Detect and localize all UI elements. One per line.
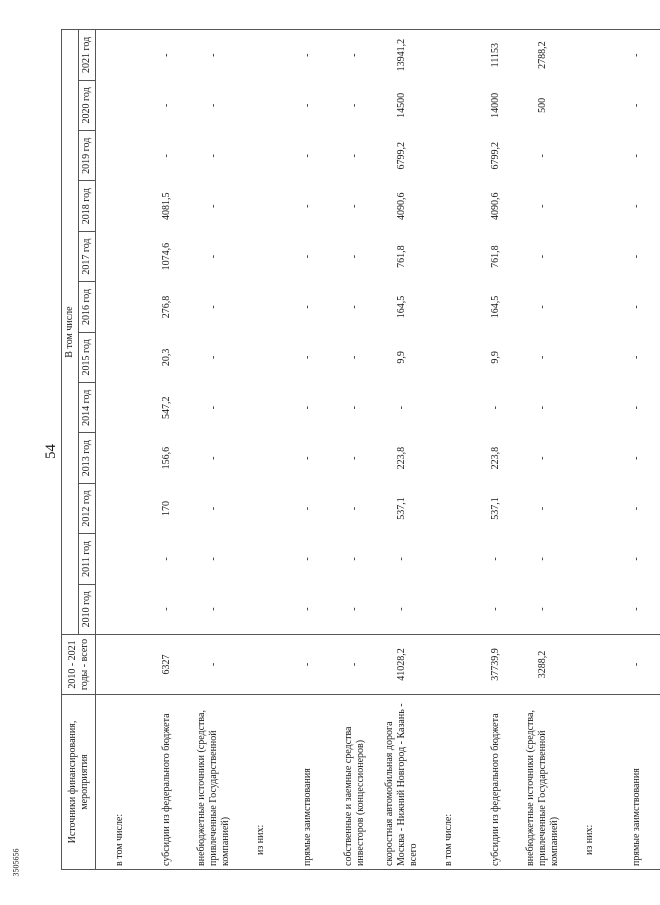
year-value: - bbox=[613, 30, 660, 81]
year-value: - bbox=[207, 506, 219, 511]
year-value bbox=[96, 332, 144, 382]
year-value: - bbox=[630, 103, 642, 108]
row-label: субсидии из федерального бюджета bbox=[472, 695, 519, 870]
year-value: - bbox=[536, 607, 548, 611]
year-value bbox=[237, 332, 284, 382]
year-value: - bbox=[160, 557, 172, 561]
year-value bbox=[566, 483, 613, 533]
year-value: - bbox=[207, 607, 219, 611]
year-value: - bbox=[536, 305, 548, 309]
year-value: - bbox=[536, 204, 548, 208]
table-row bbox=[613, 30, 660, 870]
year-value: - bbox=[284, 30, 331, 81]
document-code bbox=[6, 832, 26, 892]
year-value: - bbox=[301, 254, 313, 259]
year-value: - bbox=[536, 456, 548, 460]
table-row bbox=[237, 30, 284, 870]
year-value: 4090,6 bbox=[489, 192, 501, 220]
table-row bbox=[96, 30, 144, 870]
year-value: 761,8 bbox=[489, 245, 501, 268]
header-row-1 bbox=[62, 30, 79, 870]
year-value: - bbox=[536, 355, 548, 360]
year-value: - bbox=[630, 204, 642, 208]
year-header: 2011 год bbox=[79, 534, 96, 584]
year-value: 11153 bbox=[472, 30, 519, 81]
year-value: - bbox=[207, 355, 219, 360]
year-value: - bbox=[630, 355, 642, 360]
year-value: - bbox=[348, 506, 360, 511]
year-header: 2018 год bbox=[79, 181, 96, 231]
row-label: собственные и заемные средства инвесторов (концессионеров) bbox=[331, 695, 378, 870]
table-row bbox=[331, 30, 378, 870]
year-value: - bbox=[301, 204, 313, 208]
year-value: - bbox=[536, 254, 548, 259]
year-value: - bbox=[630, 305, 642, 309]
year-value: 170 bbox=[160, 501, 172, 517]
year-value bbox=[237, 433, 284, 483]
year-value bbox=[237, 181, 284, 231]
year-value bbox=[566, 282, 613, 332]
year-value: - bbox=[207, 305, 219, 309]
year-value: - bbox=[630, 557, 642, 561]
year-header: 2016 год bbox=[79, 282, 96, 332]
row-total bbox=[237, 635, 284, 695]
year-value: - bbox=[630, 607, 642, 611]
year-header: 2020 год bbox=[79, 80, 96, 130]
year-value: - bbox=[489, 607, 501, 611]
year-value: 547,2 bbox=[160, 396, 172, 419]
year-value: - bbox=[630, 254, 642, 259]
year-value: 4081,5 bbox=[160, 192, 172, 220]
year-value: - bbox=[207, 154, 219, 158]
year-value bbox=[96, 30, 144, 81]
row-total: - bbox=[284, 635, 331, 695]
year-value bbox=[566, 332, 613, 382]
year-header: 2013 год bbox=[79, 433, 96, 483]
year-value bbox=[425, 433, 472, 483]
year-value bbox=[96, 181, 144, 231]
row-total: 37739,9 bbox=[472, 635, 519, 695]
table-row bbox=[566, 30, 613, 870]
row-label: внебюджетные источники (средства, привлеченные Государственной компанией) bbox=[519, 695, 566, 870]
year-value: - bbox=[160, 154, 172, 158]
year-value: 20,3 bbox=[160, 348, 172, 367]
year-value: - bbox=[630, 506, 642, 511]
year-header: 2010 год bbox=[79, 584, 96, 634]
year-value: 761,8 bbox=[395, 245, 407, 268]
year-value: 2788,2 bbox=[519, 30, 566, 81]
year-header: 2019 год bbox=[79, 131, 96, 181]
year-value bbox=[96, 433, 144, 483]
rotated-table-container bbox=[61, 30, 642, 870]
year-value bbox=[96, 80, 144, 130]
source-column-header: Источники финансирования, мероприятия bbox=[62, 695, 96, 870]
year-value: - bbox=[630, 154, 642, 158]
year-value bbox=[566, 30, 613, 81]
row-label: в том числе: bbox=[425, 695, 472, 870]
year-value bbox=[237, 30, 284, 81]
year-value bbox=[425, 383, 472, 433]
row-total: - bbox=[331, 635, 378, 695]
page-number bbox=[41, 436, 61, 466]
year-value: 9,9 bbox=[395, 351, 407, 364]
year-value bbox=[96, 534, 144, 584]
table-row bbox=[472, 30, 519, 870]
year-value bbox=[237, 282, 284, 332]
year-value: - bbox=[395, 406, 407, 410]
year-value: - bbox=[348, 456, 360, 460]
year-value: 223,8 bbox=[395, 446, 407, 470]
year-value: - bbox=[301, 406, 313, 410]
year-value: 156,6 bbox=[160, 446, 172, 470]
year-value bbox=[237, 80, 284, 130]
row-label: из них: bbox=[237, 695, 284, 870]
year-value: - bbox=[348, 355, 360, 360]
year-value: - bbox=[301, 154, 313, 158]
row-total: - bbox=[190, 635, 237, 695]
year-value bbox=[425, 181, 472, 231]
year-value bbox=[237, 534, 284, 584]
year-header: 2017 год bbox=[79, 231, 96, 281]
year-value: - bbox=[301, 607, 313, 611]
in-total-header: В том числе bbox=[62, 30, 79, 635]
year-header: 2021 год bbox=[79, 30, 96, 81]
year-value bbox=[566, 131, 613, 181]
year-value bbox=[96, 231, 144, 281]
year-value: - bbox=[348, 607, 360, 611]
year-value: - bbox=[348, 154, 360, 158]
year-value bbox=[566, 433, 613, 483]
year-value bbox=[96, 282, 144, 332]
year-value bbox=[566, 584, 613, 634]
year-value: - bbox=[160, 607, 172, 611]
year-value: 14500 bbox=[395, 92, 407, 118]
row-label: субсидии из федерального бюджета bbox=[143, 695, 190, 870]
year-header: 2014 год bbox=[79, 383, 96, 433]
year-header: 2012 год bbox=[79, 483, 96, 533]
year-value: - bbox=[395, 607, 407, 611]
row-total bbox=[96, 635, 144, 695]
table-row bbox=[143, 30, 190, 870]
year-value bbox=[425, 584, 472, 634]
year-value: 537,1 bbox=[489, 497, 501, 520]
year-value bbox=[425, 231, 472, 281]
year-value bbox=[425, 131, 472, 181]
year-value: - bbox=[348, 406, 360, 410]
year-value: 164,5 bbox=[489, 295, 501, 319]
row-label: из них: bbox=[566, 695, 613, 870]
table-row bbox=[378, 30, 425, 870]
table-row bbox=[425, 30, 472, 870]
year-value: 6799,2 bbox=[395, 142, 407, 170]
year-value: - bbox=[190, 30, 237, 81]
table-row bbox=[190, 30, 237, 870]
financing-table bbox=[61, 29, 660, 870]
row-label: внебюджетные источники (средства, привлеченные Государственной компанией) bbox=[190, 695, 237, 870]
year-value bbox=[425, 282, 472, 332]
year-value bbox=[566, 231, 613, 281]
year-value: - bbox=[536, 506, 548, 511]
year-value: 276,8 bbox=[160, 295, 172, 319]
year-value: - bbox=[207, 204, 219, 208]
year-value bbox=[96, 584, 144, 634]
year-value: - bbox=[630, 406, 642, 410]
year-value: 13941,2 bbox=[378, 30, 425, 81]
year-value bbox=[425, 30, 472, 81]
year-value: - bbox=[489, 406, 501, 410]
year-value: - bbox=[207, 557, 219, 561]
year-value bbox=[566, 181, 613, 231]
year-value bbox=[425, 483, 472, 533]
year-value bbox=[237, 231, 284, 281]
year-value: - bbox=[536, 154, 548, 158]
year-value bbox=[566, 383, 613, 433]
year-value bbox=[566, 80, 613, 130]
year-value: - bbox=[395, 557, 407, 561]
year-value: - bbox=[207, 456, 219, 460]
year-value: - bbox=[207, 254, 219, 259]
year-value bbox=[237, 131, 284, 181]
year-value: - bbox=[348, 557, 360, 561]
year-value: 500 bbox=[536, 97, 548, 113]
row-total: 6327 bbox=[143, 635, 190, 695]
document-code-text: 3505656 bbox=[11, 848, 21, 876]
year-value: 6799,2 bbox=[489, 142, 501, 170]
year-value: 1074,6 bbox=[160, 242, 172, 271]
year-value: 4090,6 bbox=[395, 192, 407, 220]
row-total: 41028,2 bbox=[378, 635, 425, 695]
year-value: - bbox=[207, 406, 219, 410]
row-label: прямые заимствования bbox=[613, 695, 660, 870]
year-value bbox=[425, 534, 472, 584]
row-total: - bbox=[613, 635, 660, 695]
table-body bbox=[96, 30, 660, 870]
year-value: 14000 bbox=[489, 92, 501, 118]
year-value: 9,9 bbox=[489, 351, 501, 364]
table-row bbox=[284, 30, 331, 870]
year-value: - bbox=[331, 30, 378, 81]
row-label: в том числе: bbox=[96, 695, 144, 870]
year-value: - bbox=[207, 103, 219, 108]
year-value: - bbox=[143, 30, 190, 81]
year-value: - bbox=[348, 254, 360, 259]
row-total: 3288,2 bbox=[519, 635, 566, 695]
year-value: - bbox=[301, 103, 313, 108]
year-value: 223,8 bbox=[489, 446, 501, 470]
year-value bbox=[237, 584, 284, 634]
year-value: - bbox=[160, 103, 172, 108]
year-value: - bbox=[301, 557, 313, 561]
year-value: - bbox=[301, 305, 313, 309]
year-value bbox=[237, 383, 284, 433]
table-row bbox=[519, 30, 566, 870]
year-value: - bbox=[348, 103, 360, 108]
year-value bbox=[96, 383, 144, 433]
year-value: - bbox=[536, 557, 548, 561]
year-value: - bbox=[489, 557, 501, 561]
total-column-header: 2010 - 2021 годы - всего bbox=[62, 635, 96, 695]
year-header: 2015 год bbox=[79, 332, 96, 382]
year-value: 164,5 bbox=[395, 295, 407, 319]
year-value bbox=[96, 131, 144, 181]
year-value: - bbox=[348, 305, 360, 309]
year-value: - bbox=[301, 456, 313, 460]
year-value bbox=[237, 483, 284, 533]
year-value bbox=[96, 483, 144, 533]
year-value bbox=[425, 332, 472, 382]
year-value: - bbox=[348, 204, 360, 208]
year-value: - bbox=[301, 355, 313, 360]
year-value: - bbox=[536, 406, 548, 410]
year-value bbox=[425, 80, 472, 130]
row-label: скоростная автомобильная дорога Москва - Нижний Новгород - Казань - всего bbox=[378, 695, 425, 870]
row-label: прямые заимствования bbox=[284, 695, 331, 870]
year-value bbox=[566, 534, 613, 584]
year-value: 537,1 bbox=[395, 497, 407, 520]
year-value: - bbox=[301, 506, 313, 511]
row-total bbox=[566, 635, 613, 695]
row-total bbox=[425, 635, 472, 695]
year-value: - bbox=[630, 456, 642, 460]
page-number-text: 54 bbox=[42, 443, 59, 459]
